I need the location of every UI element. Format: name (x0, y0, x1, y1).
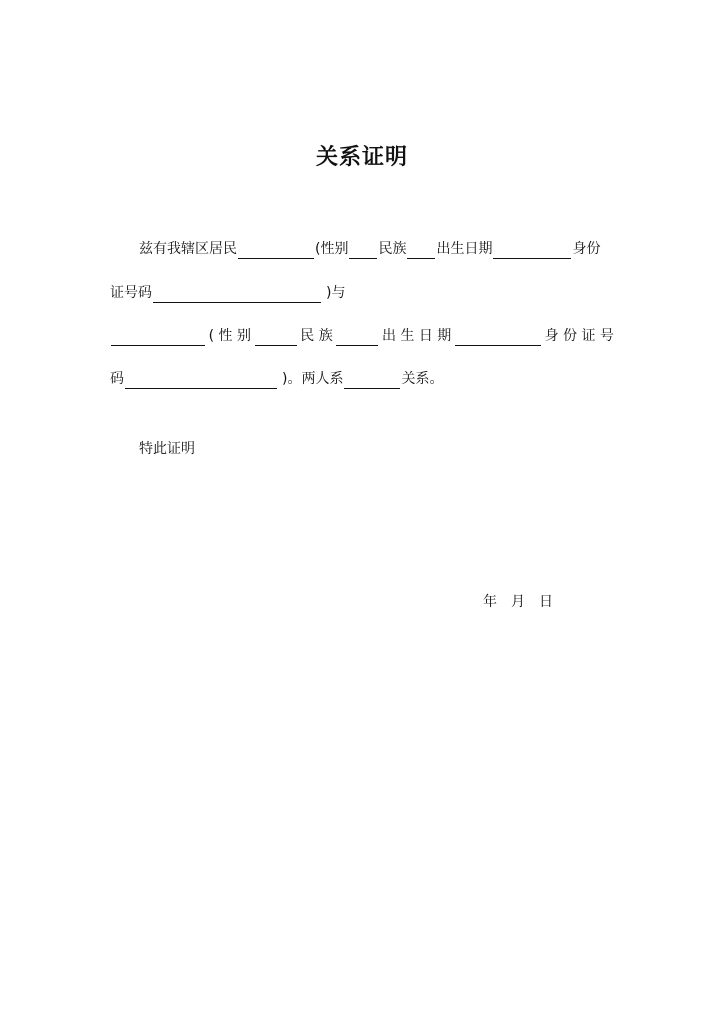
id-number-blank[interactable] (153, 286, 321, 303)
date-year: 年 (483, 594, 497, 610)
document-title: 关系证明 (315, 145, 408, 170)
birthdate-blank[interactable] (493, 242, 571, 259)
relationship-suffix: 关系。 (401, 371, 444, 387)
resident-prefix: 兹有我辖区居民 (139, 241, 237, 257)
certify-text: 特此证明 (139, 441, 195, 457)
ethnicity-blank-2[interactable] (336, 329, 378, 346)
gender-blank[interactable] (349, 242, 377, 259)
gender-label: (性别 (315, 241, 349, 257)
ethnicity-label: 民族 (378, 241, 407, 257)
id-label-2: 身 份 证 号 (544, 328, 614, 344)
date-line (483, 591, 553, 611)
paragraph-line-1 (139, 239, 614, 259)
gender-blank-2[interactable] (255, 329, 297, 346)
date-day: 日 (539, 594, 553, 610)
ethnicity-blank[interactable] (407, 242, 435, 259)
gender-label-2: ( 性 别 (208, 328, 251, 344)
relationship-blank[interactable] (344, 372, 400, 389)
date-month: 月 (511, 594, 525, 610)
birthdate-blank-2[interactable] (455, 329, 541, 346)
paragraph-line-4 (110, 369, 470, 389)
id-label-tail-2: 码 (110, 371, 124, 387)
paragraph-line-3 (110, 326, 614, 346)
relationship-label: )。两人系 (282, 371, 344, 387)
id-label-tail: 证号码 (110, 285, 152, 301)
second-person-name-blank[interactable] (111, 329, 205, 346)
birthdate-label: 出生日期 (436, 241, 493, 257)
with-label: )与 (326, 285, 346, 301)
birthdate-label-2: 出 生 日 期 (381, 328, 452, 344)
id-label-head: 身份 (572, 241, 601, 257)
ethnicity-label-2: 民 族 (300, 328, 333, 344)
resident-name-blank[interactable] (238, 242, 314, 259)
id-number-blank-2[interactable] (125, 372, 277, 389)
paragraph-line-2 (110, 283, 370, 303)
